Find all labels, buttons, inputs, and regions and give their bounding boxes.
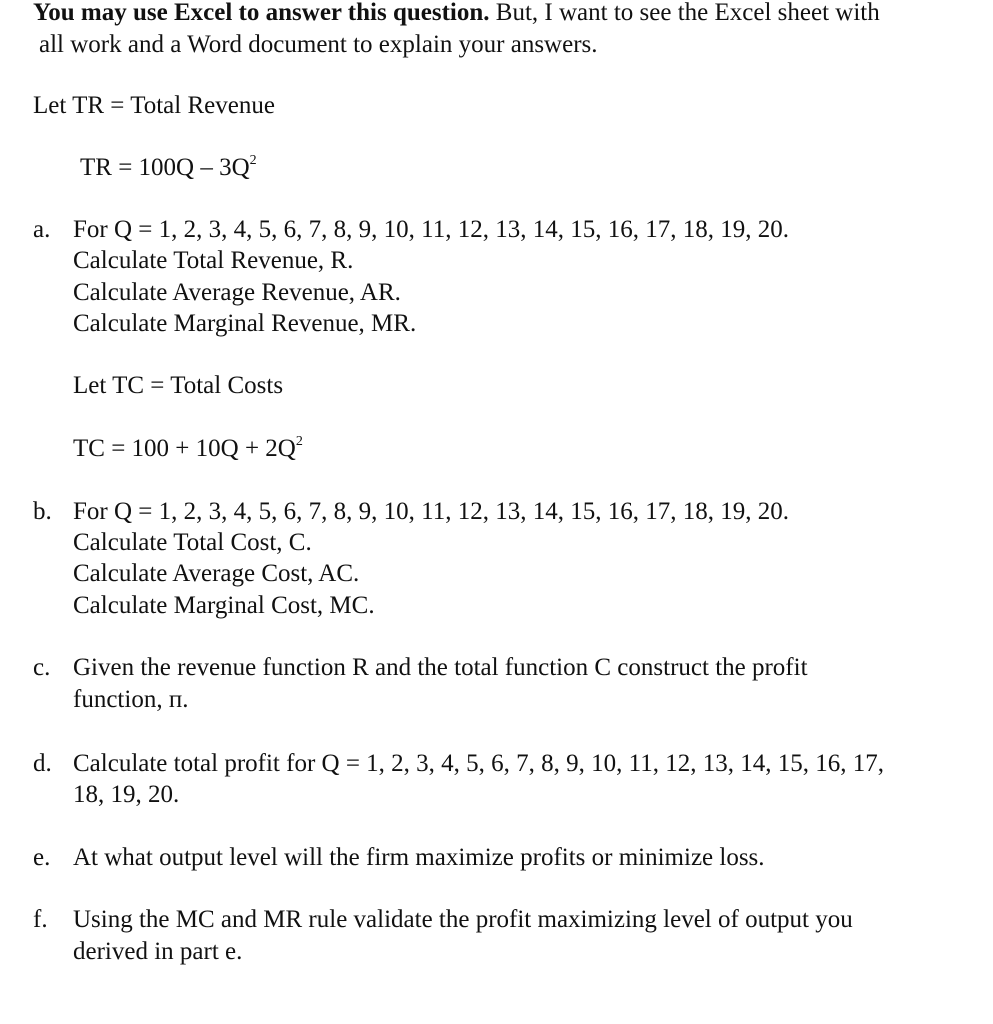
part-a-line-3: Calculate Average Revenue, AR.: [73, 279, 401, 306]
intro-bold-text: You may use Excel to answer this question.: [33, 0, 490, 26]
part-f-line-1: Using the MC and MR rule validate the profit maximizing level of output you: [73, 906, 853, 933]
intro-rest-text: But, I want to see the Excel sheet with: [495, 0, 880, 26]
revenue-formula-exponent: 2: [249, 152, 257, 168]
part-c-line-2: function, п.: [73, 686, 189, 713]
part-e-line-1: At what output level will the firm maximize profits or minimize loss.: [73, 844, 765, 871]
part-b-marker: b.: [33, 498, 52, 525]
part-c-line-1: Given the revenue function R and the total function C construct the profit: [73, 654, 808, 681]
costs-let-text: Let TC = Total Costs: [73, 372, 284, 399]
part-c-marker: c.: [33, 654, 51, 681]
costs-formula-base: TC = 100 + 10Q + 2Q: [73, 435, 296, 462]
part-f-marker: f.: [33, 906, 48, 933]
part-f-line-2: derived in part e.: [73, 938, 243, 965]
part-a-line-4: Calculate Marginal Revenue, MR.: [73, 310, 417, 337]
intro-line-1: [33, 0, 880, 29]
part-d-marker: d.: [33, 750, 52, 777]
part-d-line-2: 18, 19, 20.: [73, 781, 180, 808]
costs-formula: [73, 433, 303, 465]
part-b-line-4: Calculate Marginal Cost, MC.: [73, 592, 375, 619]
costs-formula-exponent: 2: [295, 433, 303, 449]
intro-line-2: all work and a Word document to explain your answers.: [39, 31, 598, 58]
part-b-line-1: For Q = 1, 2, 3, 4, 5, 6, 7, 8, 9, 10, 11, 12, 13, 14, 15, 16, 17, 18, 19, 20.: [73, 498, 789, 525]
part-a-line-1: For Q = 1, 2, 3, 4, 5, 6, 7, 8, 9, 10, 11, 12, 13, 14, 15, 16, 17, 18, 19, 20.: [73, 216, 789, 243]
revenue-let-text: Let TR = Total Revenue: [33, 92, 275, 119]
part-d-line-1: Calculate total profit for Q = 1, 2, 3, 4, 5, 6, 7, 8, 9, 10, 11, 12, 13, 14, 15, 16, 17,: [73, 750, 884, 777]
part-a-marker: a.: [33, 216, 51, 243]
revenue-formula-base: TR = 100Q – 3Q: [80, 154, 250, 181]
revenue-formula: [80, 152, 257, 184]
part-e-marker: e.: [33, 844, 51, 871]
part-a-line-2: Calculate Total Revenue, R.: [73, 247, 354, 274]
part-b-line-3: Calculate Average Cost, AC.: [73, 560, 360, 587]
part-b-line-2: Calculate Total Cost, C.: [73, 529, 312, 556]
